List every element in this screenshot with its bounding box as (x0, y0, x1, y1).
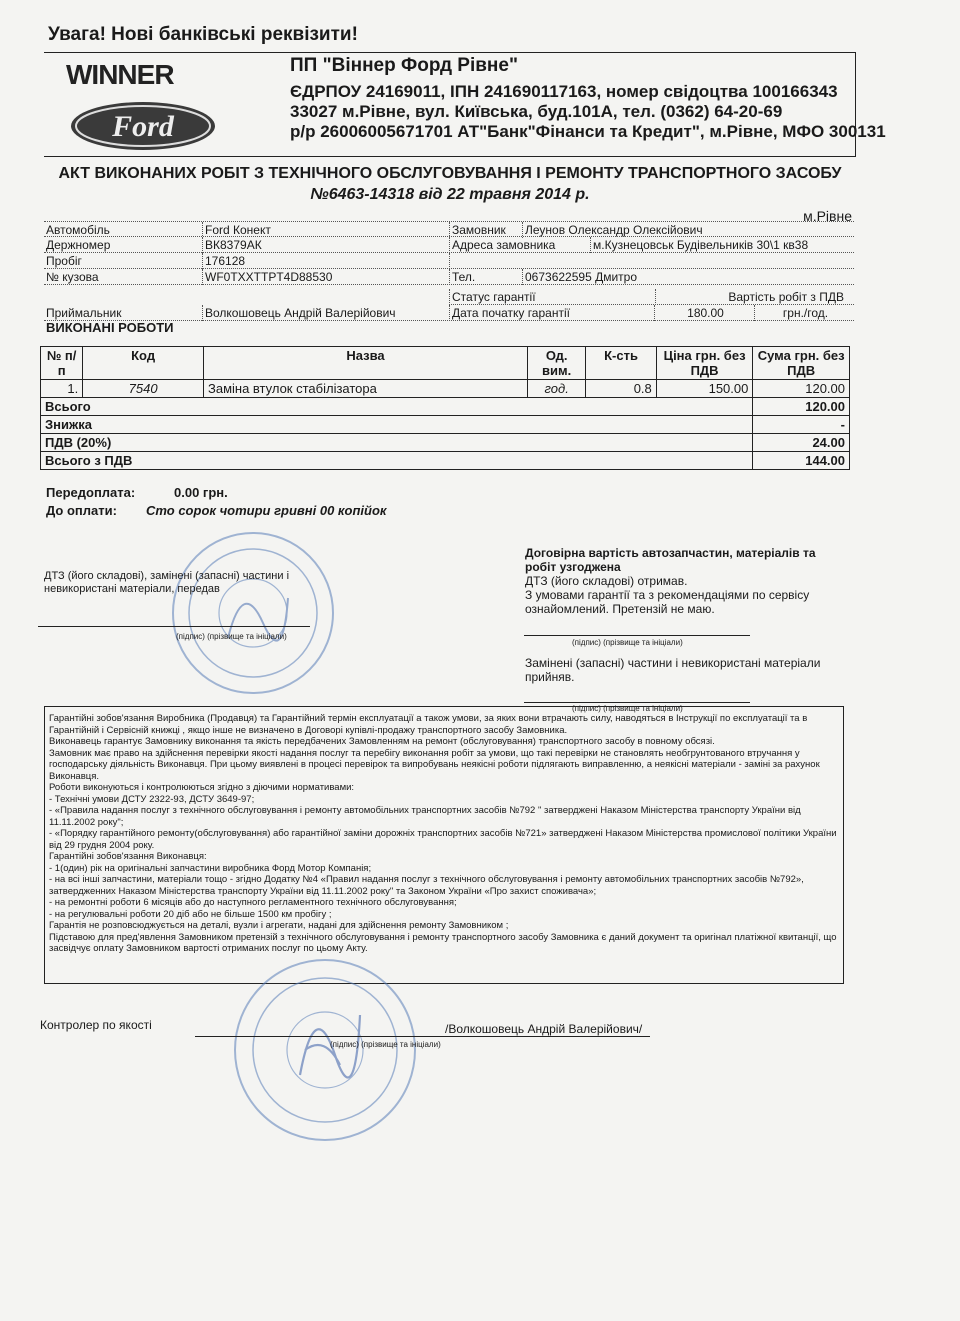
agreed-heading: Договірна вартість автозапчастин, матеріалів та робіт узгоджена (525, 546, 816, 574)
signature-line (524, 635, 750, 636)
total-row: Всього 120.00 (41, 398, 850, 416)
grand-total-row: Всього з ПДВ 144.00 (41, 452, 850, 470)
works-heading: ВИКОНАНІ РОБОТИ (46, 320, 174, 335)
company-name: ПП "Віннер Форд Рівне" (290, 55, 518, 76)
col-header: К-сть (586, 347, 656, 380)
signature-caption: (підпис) (прізвище та ініціали) (330, 1040, 441, 1049)
svg-text:WINNER: WINNER (66, 59, 174, 90)
signature-line (195, 1036, 650, 1037)
winner-ford-logo (58, 54, 218, 154)
signature-caption: (підпис) (прізвище та ініціали) (572, 638, 683, 647)
info-row: Держномер ВК8379АК Адреса замовника м.Кузнецовськ Будівельників 30\1 кв38 (44, 237, 854, 253)
table-row: 1. 7540 Заміна втулок стабілізатора год. 0.8 150.00 120.00 (41, 380, 850, 398)
prepay-label: Передоплата: (46, 485, 136, 500)
quality-controller-label: Контролер по якості (40, 1018, 152, 1032)
topay-label: До оплати: (46, 503, 117, 518)
payment-summary (46, 484, 387, 520)
col-header: Назва (203, 347, 527, 380)
company-details (290, 56, 886, 142)
company-codes: ЄДРПОУ 24169011, ІПН 241690117163, номер свідоцтва 100166343 (290, 82, 838, 101)
info-row: № кузова WF0TXXTTPT4D88530 Тел. 0673622595 Дмитро (44, 269, 854, 285)
info-row: Пробіг 176128 (44, 253, 854, 269)
col-header: Код (83, 347, 204, 380)
company-bank: р/р 26006005671701 АТ"Банк"Фінанси та Кредит", м.Рівне, МФО 300131 (290, 122, 886, 141)
parts-accepted-text: Замінені (запасні) частини і невикористані матеріали прийняв. (525, 656, 821, 684)
col-header: Ціна грн. без ПДВ (656, 347, 753, 380)
acceptance-block: Договірна вартість автозапчастин, матеріалів та робіт узгоджена ДТЗ (його складові) отримав. З умовами гарантії та з рекомендаціями по сервісу ознайомлений. Претензій не маю. (525, 546, 825, 616)
col-header: Од. вим. (527, 347, 585, 380)
document-title: АКТ ВИКОНАНИХ РОБІТ З ТЕХНІЧНОГО ОБСЛУГОВУВАННЯ І РЕМОНТУ ТРАНСПОРТНОГО ЗАСОБУ №6463-14318 від 22 травня 2014 р. (44, 156, 856, 205)
handover-text: ДТЗ (його складові), замінені (запасні) частини і невикористані матеріали, передав (44, 570, 290, 595)
signature-caption: (підпис) (прізвище та ініціали) (572, 704, 683, 713)
svg-text:Ford: Ford (112, 110, 174, 143)
company-stamp (168, 528, 338, 703)
signature-line (38, 626, 310, 627)
works-table (40, 346, 850, 470)
col-header: Сума грн. без ПДВ (753, 347, 850, 380)
signature-line (524, 702, 750, 703)
vat-row: ПДВ (20%) 24.00 (41, 434, 850, 452)
info-row: Приймальник Волкошовець Андрій Валерійович Дата початку гарантії 180.00 грн./год. (44, 305, 854, 321)
signature-caption: (підпис) (прізвище та ініціали) (176, 632, 287, 641)
document-number: №6463-14318 від 22 травня 2014 р. (310, 186, 590, 203)
prepay-value: 0.00 грн. (174, 485, 228, 500)
company-stamp (230, 955, 420, 1150)
topay-value: Сто сорок чотири гривні 00 копійок (146, 503, 387, 518)
discount-row: Знижка - (41, 416, 850, 434)
col-header: № п/п (41, 347, 83, 380)
company-address: 33027 м.Рівне, вул. Київська, буд.101А, тел. (0362) 64-20-69 (290, 102, 783, 121)
info-row: Автомобіль Ford Конект Замовник Леунов Олександр Олексійович (44, 221, 854, 237)
warranty-terms: Гарантійні зобов'язання Виробника (Продавця) та Гарантійний термін експлуатації а також умови, за яких вони втрачають силу, наводяться в Інструкції по експлуатації та в Гарантійній і Сервісній книжці , якщо інше не визначено в Договорі купівлі-продажу транспортного засобу Замовника. Виконавець гарантує Замовнику виконання та якість передбачених Замовленням на ремонт (обслуговування) транспортного засобу в повному обсязі. Замовник має право на здійснення перевірки якості надання послуг та перебігу виконання робіт за умови, що такі перевірки не становлять необгрунтованого втручання у господарську діяльність Виконавця. При цьому виявлені в процесі перевірок та випробувань неякісні роботи підлягають виправленню, а неякісні матеріали - заміні за рахунок Виконавця. Роботи виконуються і контролюються згідно з діючими нормативами: - Технічні умови ДСТУ 2322-93, ДСТУ 3649-97; - «Правила надання послуг з технічного обслуговування і ремонту автомобільних транспортних засобів №792 " затверджені Наказом Міністерства транспорту України від 11.11.2002 року"; - «Порядку гарантійного ремонту(обслуговування) або гарантійної заміни дорожніх транспортних засобів №721» затверджені Наказом Міністерства промислової політики України від 29 грудня 2004 року. Гарантійні зобов'язання Виконавця: - 1(один) рік на оригінальні запчастини виробника Форд Мотор Компанія; - на всі інші запчастини, матеріали тощо - згідно Додатку №4 «Правил надання послуг з технічного обслуговування і ремонту автомобільних транспортних засобів №792», затвердженних Наказом Міністерства транспорту України від 11.11.2002 року" та Законом України «Про захист споживача»; - на ремонтні роботи 6 місяців або до наступного регламентного технічного обслуговування; - на регулювальні роботи 20 діб або не більше 1500 км пробігу ; Гарантія не розповсюджується на деталі, вузли і агрегати, надані для здійснення ремонту Замовником ; Підставою для пред'явлення Замовником претензій з технічного обслуговування і ремонту транспортного засобу Замовника є даний документ та оригінал платіжної квитанції, що засвідчує оплату Замовником вартості отриманих послуг по цьому Акту. (44, 706, 844, 984)
city: м.Рівне (803, 208, 852, 224)
controller-name: /Волкошовець Андрій Валерійович/ (445, 1022, 643, 1036)
info-row: Статус гарантії Вартість робіт з ПДВ (449, 289, 854, 305)
bank-notice: Увага! Нові банківські реквізити! (48, 24, 358, 45)
